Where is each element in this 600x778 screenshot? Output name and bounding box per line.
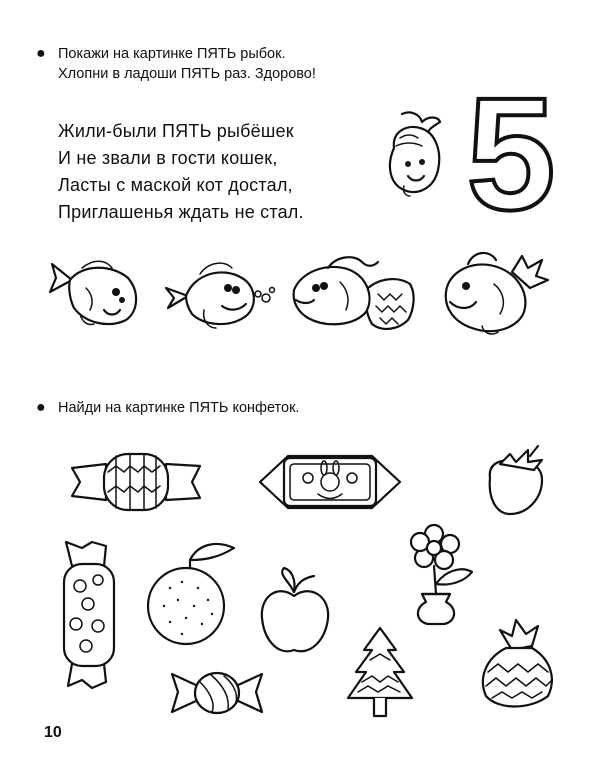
poem-line: Жили-были ПЯТЬ рыбёшек [58,121,294,141]
fish-icon [288,252,418,338]
task-line: Покажи на картинке ПЯТЬ рыбок. [58,46,286,62]
page-number: 10 [44,724,62,741]
apple-icon [258,564,332,658]
bullet-icon: ● [36,45,46,62]
poem [58,118,304,226]
bullet-icon: ● [36,399,46,416]
poem-line: Ласты с маской кот достал, [58,175,293,195]
wrapped-candy-icon [68,448,204,518]
round-candy-icon [168,668,266,718]
bag-candy-icon [476,616,558,710]
fish-icon [42,258,148,330]
flower-vase-icon [404,522,480,626]
strawberry-icon [480,444,556,520]
task-line: Найди на картинке ПЯТЬ конфеток. [58,400,300,416]
task-instruction-candies [36,398,300,418]
fish-icon [438,248,550,338]
flower-candy-icon [56,540,122,690]
orange-icon [142,536,238,648]
candy-bar-icon [256,448,404,516]
task-instruction-fish [36,44,316,84]
fish-icon [164,256,276,336]
big-number-five [455,64,567,243]
poem-line: Приглашенья ждать не стал. [58,202,304,222]
fish-small-icon [382,108,446,200]
fir-tree-icon [344,624,416,722]
task-line: Хлопни в ладоши ПЯТЬ раз. Здорово! [58,66,316,82]
poem-line: И не звали в гости кошек, [58,148,278,168]
svg-text:5: 5 [466,64,556,243]
